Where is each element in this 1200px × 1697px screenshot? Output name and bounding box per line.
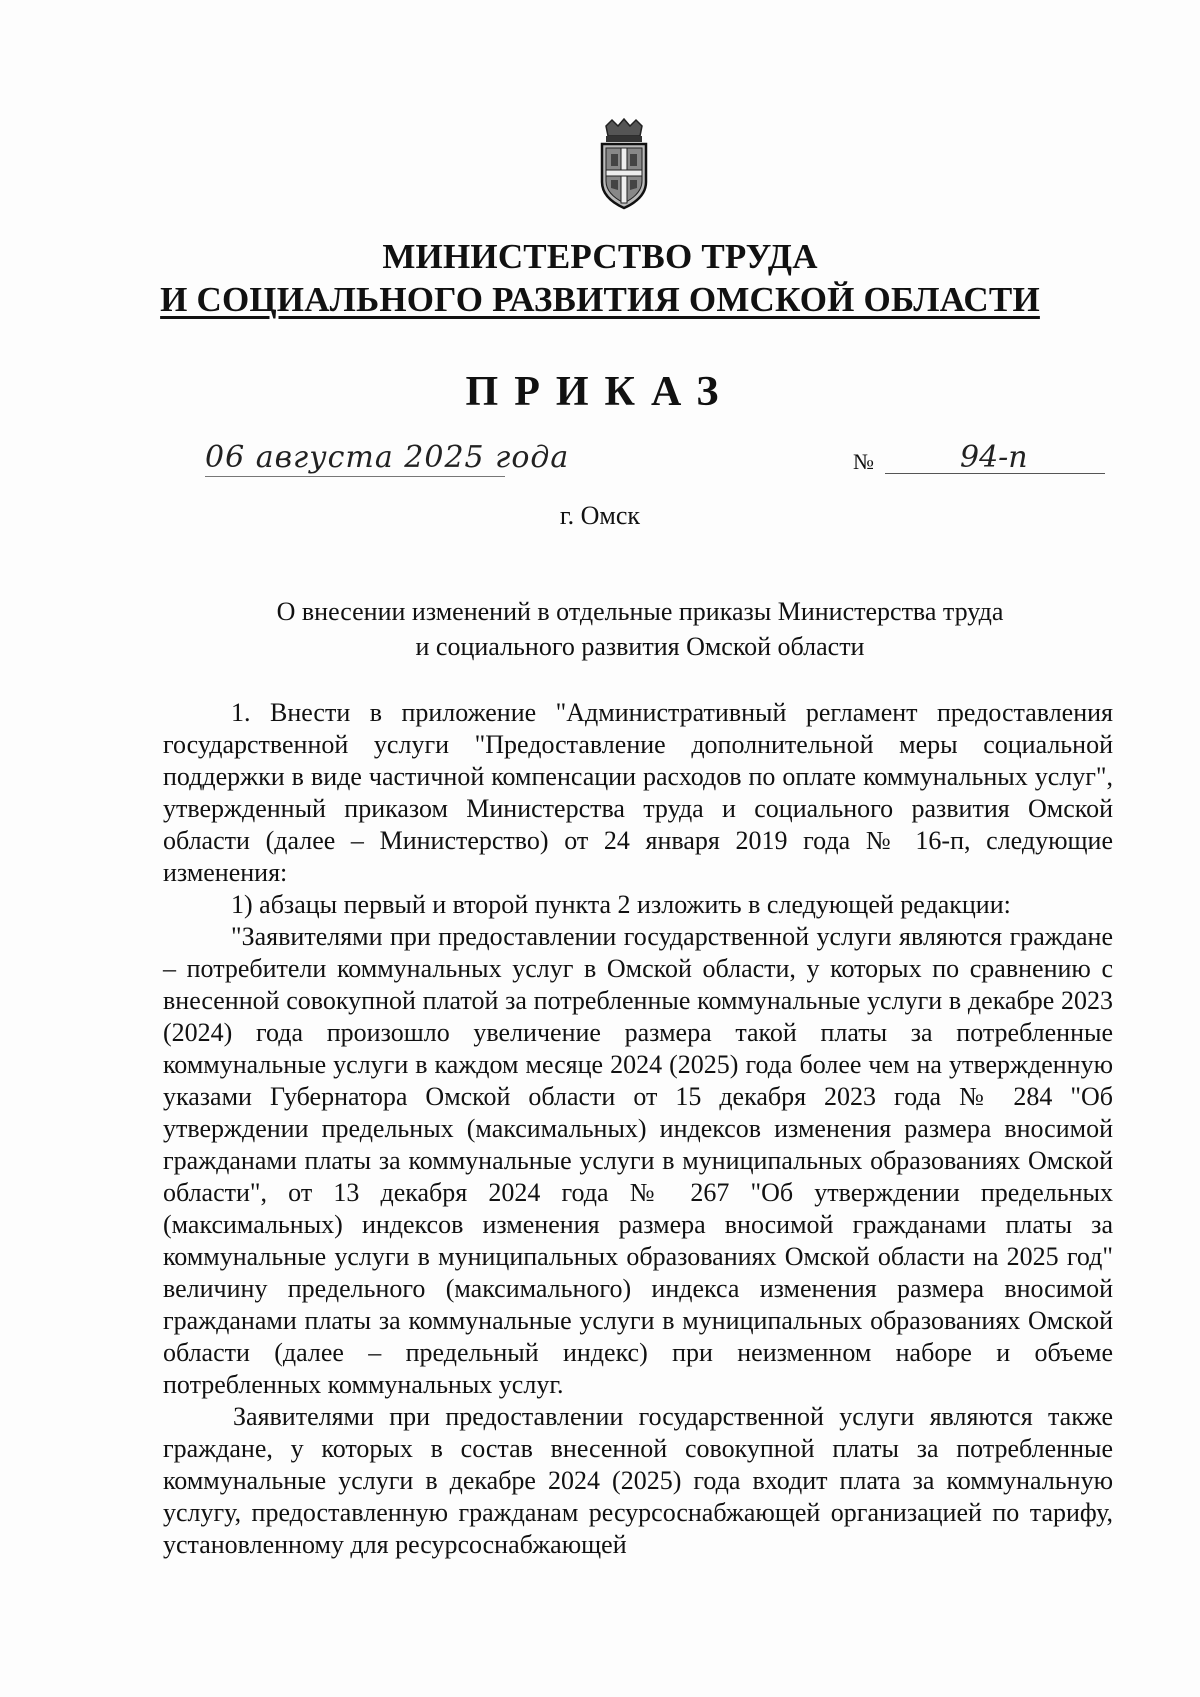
document-type-heading: ПРИКАЗ xyxy=(465,369,735,415)
order-subject xyxy=(200,594,1080,664)
city-label: г. Омск xyxy=(559,501,641,530)
handwritten-number: 94-п xyxy=(960,440,1028,475)
paragraph-1-subitem: 1) абзацы первый и второй пункта 2 изложить в следующей редакции: xyxy=(231,890,1011,919)
date-underline xyxy=(205,476,505,477)
ministry-name-line1: МИНИСТЕРСТВО ТРУДА xyxy=(382,237,818,276)
paragraph-quoted-2: Заявителями при предоставлении государственной услуги являются также граждане, у которых в состав внесенной совокупной платы за потребленные коммунальные услуги в декабре 2024 (2025) года входит плата за коммунальную услугу, предоставленную гражданам ресурсоснабжающей организацией по тарифу, установленному для ресурсоснабжающей xyxy=(163,1402,1113,1559)
paragraph-1: 1. Внести в приложение "Административный регламент предоставления государственной услуги "Предоставление дополнительной меры социальной поддержки в виде частичной компенсации расходов по оплате коммунальных услуг", утвержденный приказом Министерства труда и социального развития Омской области (далее – Министерство) от 24 января 2019 года № 16-п, следующие изменения: xyxy=(163,698,1113,887)
coat-of-arms-icon xyxy=(592,118,656,210)
number-sign: № xyxy=(853,449,874,474)
subject-line1: О внесении изменений в отдельные приказы Министерства труда xyxy=(276,597,1004,626)
paragraph-quoted-1: "Заявителями при предоставлении государственной услуги являются граждане – потребители коммунальных услуг в Омской области, у которых по сравнению с внесенной совокупной платой за потребленные коммунальные услуги в декабре 2023 (2024) года произошло увеличение размера такой платы за потребленные коммунальные услуги в каждом месяце 2024 (2025) года более чем на утвержденную указами Губернатора Омской области от 15 декабря 2023 года № 284 "Об утверждении предельных (максимальных) индексов изменения размера вносимой гражданами платы за коммунальные услуги в муниципальных образованиях Омской области", от 13 декабря 2024 года № 267 "Об утверждении предельных (максимальных) индексов изменения размера вносимой гражданами платы за коммунальные услуги в муниципальных образованиях Омской области на 2025 год" величину предельного (максимального) индекса изменения размера вносимой гражданами платы за коммунальные услуги в муниципальных образованиях Омской области (далее – предельный индекс) при неизменном наборе и объеме потребленных коммунальных услуг. xyxy=(163,922,1113,1399)
handwritten-date: 06 августа 2025 года xyxy=(205,440,570,475)
ministry-name-line2: И СОЦИАЛЬНОГО РАЗВИТИЯ ОМСКОЙ ОБЛАСТИ xyxy=(160,280,1040,319)
order-body xyxy=(163,697,1113,1561)
subject-line2: и социального развития Омской области xyxy=(415,632,865,661)
